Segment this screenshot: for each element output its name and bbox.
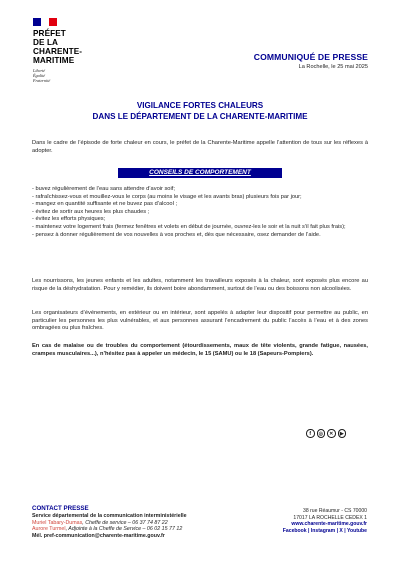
motto-fraternite: Fraternité bbox=[33, 78, 51, 83]
advice-item: - buvez régulièrement de l’eau sans attendre d’avoir soif; bbox=[32, 186, 175, 192]
document-title bbox=[0, 100, 400, 122]
contact-person-2 bbox=[32, 526, 187, 533]
title-line-2: DANS LE DÉPARTEMENT DE LA CHARENTE-MARITIME bbox=[92, 112, 308, 121]
address-line-1: 38 rue Réaumur - CS 70000 bbox=[303, 508, 367, 514]
prefecture-logo bbox=[33, 29, 82, 83]
press-contact bbox=[32, 505, 187, 540]
contact-person-1-name: Muriel Tabary-Dumas bbox=[32, 519, 83, 526]
facebook-icon[interactable]: f bbox=[306, 429, 315, 438]
contact-title: CONTACT PRESSE bbox=[32, 505, 89, 512]
republic-motto bbox=[33, 68, 82, 83]
contact-person-2-role: , Adjointe à la Cheffe de Service – 06 02 15 77 12 bbox=[65, 526, 183, 533]
address-line-2: 17017 LA ROCHELLE CEDEX 1 bbox=[293, 514, 367, 521]
advice-item: - maintenez votre logement frais (fermez fenêtres et volets en début de journée, ouvrez-les le soir et la nuit s’il fait plus frais); bbox=[32, 223, 346, 230]
conseils-heading: CONSEILS DE COMPORTEMENT bbox=[118, 168, 282, 178]
motto-egalite: Égalité bbox=[33, 73, 46, 78]
youtube-icon[interactable]: ▶ bbox=[338, 429, 347, 438]
logo-line-3: CHARENTE- bbox=[33, 47, 83, 56]
communique-title: COMMUNIQUÉ DE PRESSE bbox=[253, 52, 368, 62]
flag-blue-stripe bbox=[33, 18, 41, 26]
motto-liberte: Liberté bbox=[33, 68, 46, 73]
contact-person-1-role: , Cheffe de service – 06 37 74 87 22 bbox=[82, 519, 168, 526]
website-link[interactable]: www.charente-maritime.gouv.fr bbox=[291, 521, 367, 528]
nourrissons-paragraph: Les nourrissons, les jeunes enfants et les adultes, notamment les travailleurs exposés à la chaleur, sont exposés plus encore au risque de la déshydratation. Pour y remédier, ils doivent boire abondamment, surtout de l’eau ou des boissons non alcoolisées. bbox=[32, 278, 368, 292]
instagram-icon[interactable]: ◎ bbox=[317, 429, 326, 438]
prefecture-address bbox=[283, 508, 367, 534]
communique-date: La Rochelle, le 25 mai 2025 bbox=[298, 64, 368, 70]
social-networks-links[interactable]: Facebook | Instagram | X | Youtube bbox=[282, 527, 367, 534]
malaise-paragraph: En cas de malaise ou de troubles du comportement (étourdissements, maux de tête violents, grande fatigue, nausées, crampes musculaires...), n’hésitez pas à appeler un médecin, le 15 (SAMU) ou le 18 (Sapeurs-Pompiers). bbox=[32, 343, 368, 357]
marianne-flag-logo bbox=[33, 18, 57, 26]
advice-item: - évitez de sortir aux heures les plus chaudes ; bbox=[32, 208, 150, 215]
contact-person-2-name: Aurore Turmel bbox=[32, 526, 66, 533]
advice-item: - pensez à donner régulièrement de vos nouvelles à vos proches et, dès que nécessaire, osez demander de l’aide. bbox=[32, 231, 321, 238]
contact-person-1 bbox=[32, 520, 187, 527]
advice-list bbox=[32, 186, 368, 239]
advice-item: - rafraîchissez-vous et mouillez-vous le corps (au moins le visage et les avants bras) plusieurs fois par jour; bbox=[32, 193, 302, 200]
logo-line-2: DE LA bbox=[33, 38, 59, 47]
flag-white-stripe bbox=[41, 18, 49, 26]
advice-item: - évitez les efforts physiques; bbox=[32, 216, 106, 223]
contact-service: Service départemental de la communication interministérielle bbox=[32, 513, 187, 519]
logo-line-4: MARITIME bbox=[33, 56, 75, 65]
flag-red-stripe bbox=[49, 18, 57, 26]
logo-line-1: PRÉFET bbox=[33, 29, 66, 38]
contact-email[interactable]: Mél. pref-communication@charente-maritime.gouv.fr bbox=[32, 533, 165, 540]
x-twitter-icon[interactable]: ✕ bbox=[327, 429, 336, 438]
organisateurs-paragraph: Les organisateurs d’événements, en extérieur ou en intérieur, sont appelés à adapter leur dispositif pour permettre au public, en particulier les personnes les plus vulnérables, et aux personnes assurant l’encadrement du public l’accès à l’eau et à des zones ombragées ou plus fraîches. bbox=[32, 310, 368, 332]
social-icons bbox=[306, 429, 346, 438]
communique-header bbox=[254, 52, 368, 70]
intro-paragraph: Dans le cadre de l’épisode de forte chaleur en cours, le préfet de la Charente-Maritime appelle l’attention de tous sur les réflexes à adopter. bbox=[32, 140, 368, 154]
advice-item: - mangez en quantité suffisante et ne buvez pas d’alcool ; bbox=[32, 201, 178, 208]
title-line-1: VIGILANCE FORTES CHALEURS bbox=[136, 101, 264, 110]
